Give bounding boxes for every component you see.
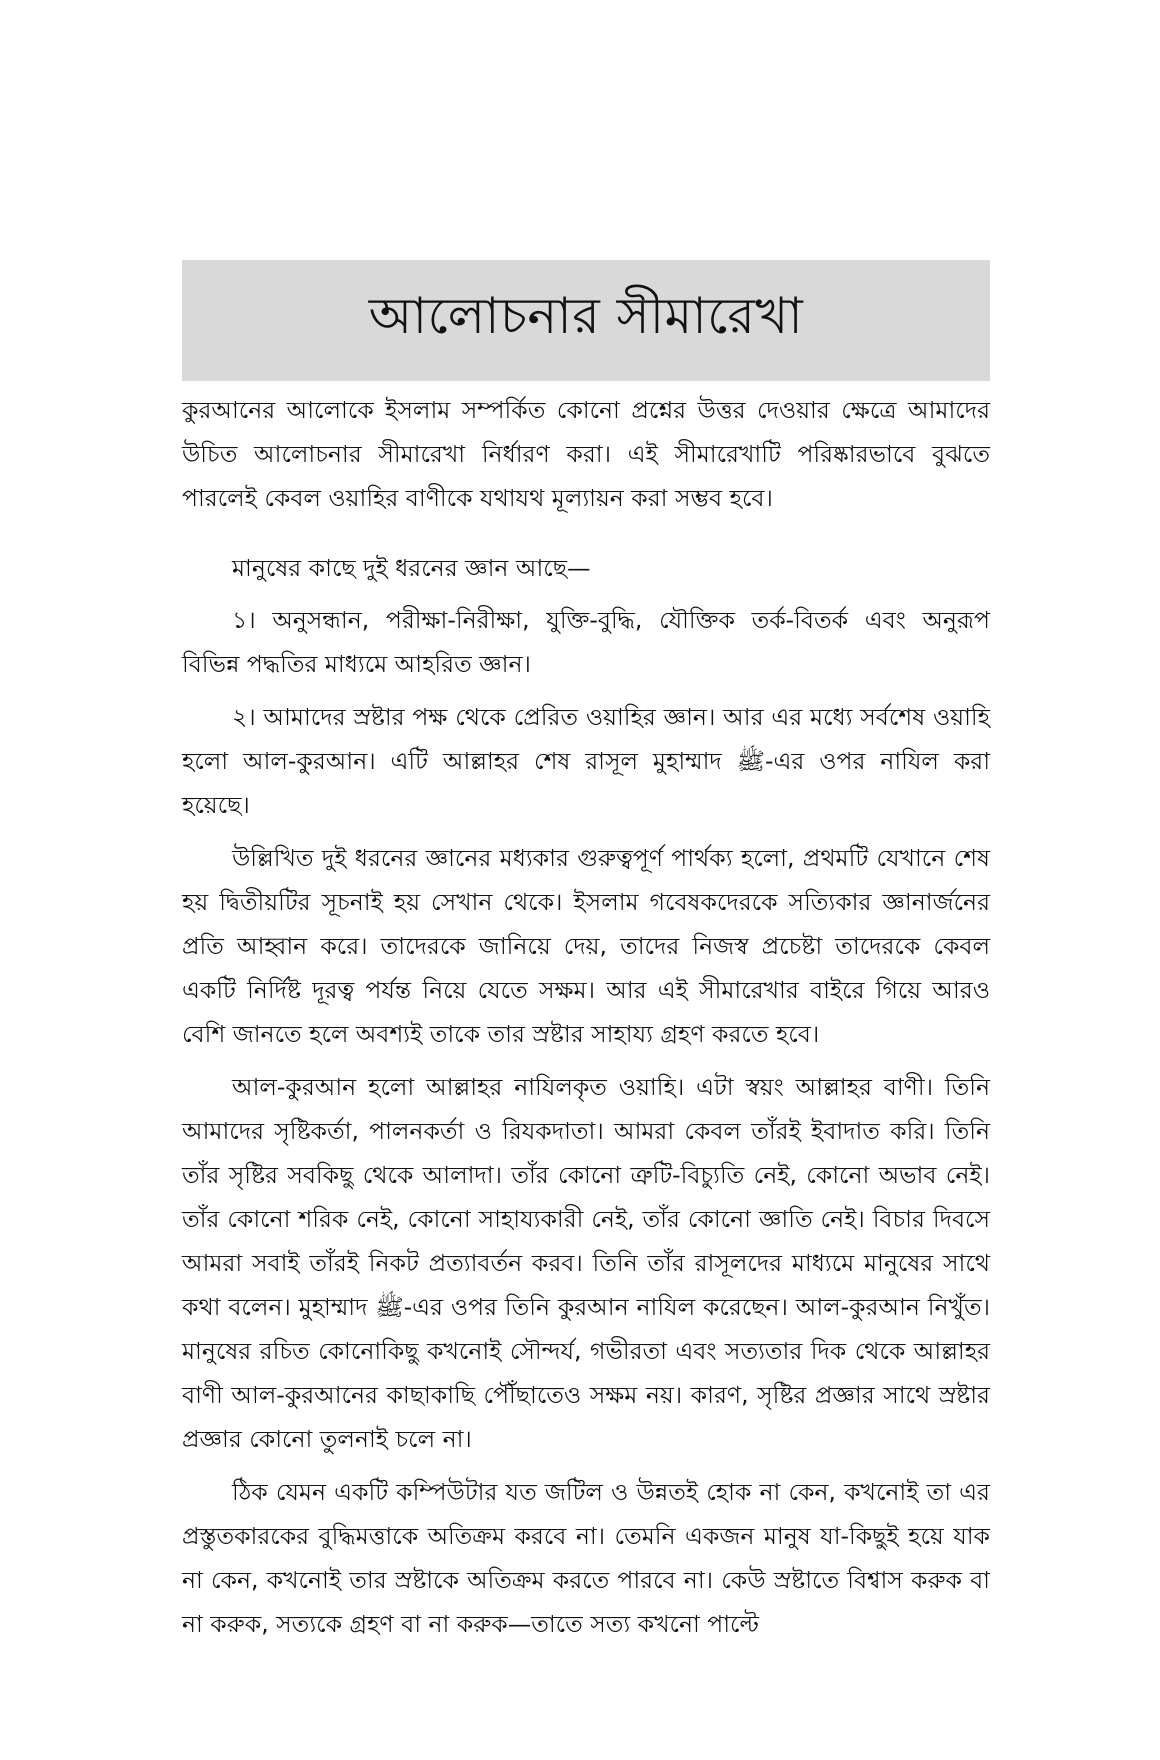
- chapter-title-band: [182, 260, 990, 381]
- paragraph-computer-analogy: ঠিক যেমন একটি কম্পিউটার যত জটিল ও উন্নতই হোক না কেন, কখনোই তা এর প্রস্তুতকারকের বুদ্ধিমত্তাকে অতিক্রম করবে না। তেমনি একজন মানুষ যা-কিছুই হয়ে যাক না কেন, কখনোই তার স্রষ্টাকে অতিক্রম করতে পারবে না। কেউ স্রষ্টাতে বিশ্বাস করুক বা না করুক, সত্যকে গ্রহণ বা না করুক—তাতে সত্য কখনো পাল্টে: [182, 1478, 990, 1638]
- body-text: [182, 388, 990, 1646]
- list-item-acquired-knowledge: ১। অনুসন্ধান, পরীক্ষা-নিরীক্ষা, যুক্তি-বুদ্ধি, যৌক্তিক তর্ক-বিতর্ক এবং অনুরূপ বিভিন্ন পদ্ধতির মাধ্যমে আহরিত জ্ঞান।: [182, 606, 990, 678]
- paragraph-quran: আল-কুরআন হলো আল্লাহর নাযিলকৃত ওয়াহি। এটা স্বয়ং আল্লাহর বাণী। তিনি আমাদের সৃষ্টিকর্তা, পালনকর্তা ও রিযকদাতা। আমরা কেবল তাঁরই ইবাদাত করি। তিনি তাঁর সৃষ্টির সবকিছু থেকে আলাদা। তাঁর কোনো ত্রুটি-বিচ্যুতি নেই, কোনো অভাব নেই। তাঁর কোনো শরিক নেই, কোনো সাহায্যকারী নেই, তাঁর কোনো জ্ঞাতি নেই। বিচার দিবসে আমরা সবাই তাঁরই নিকট প্রত্যাবর্তন করব। তিনি তাঁর রাসূলদের মাধ্যমে মানুষের সাথে কথা বলেন। মুহাম্মাদ ﷺ-এর ওপর তিনি কুরআন নাযিল করেছেন। আল-কুরআন নিখুঁত। মানুষের রচিত কোনোকিছু কখনোই সৌন্দর্য, গভীরতা এবং সত্যতার দিক থেকে আল্লাহর বাণী আল-কুরআনের কাছাকাছি পৌঁছাতেও সক্ষম নয়। কারণ, সৃষ্টির প্রজ্ঞার সাথে স্রষ্টার প্রজ্ঞার কোনো তুলনাই চলে না।: [182, 1073, 990, 1453]
- paragraph-difference: উল্লিখিত দুই ধরনের জ্ঞানের মধ্যকার গুরুত্বপূর্ণ পার্থক্য হলো, প্রথমটি যেখানে শেষ হয় দ্বিতীয়টির সূচনাই হয় সেখান থেকে। ইসলাম গবেষকদেরকে সত্যিকার জ্ঞানার্জনের প্রতি আহ্বান করে। তাদেরকে জানিয়ে দেয়, তাদের নিজস্ব প্রচেষ্টা তাদেরকে কেবল একটি নির্দিষ্ট দূরত্ব পর্যন্ত নিয়ে যেতে সক্ষম। আর এই সীমারেখার বাইরে গিয়ে আরও বেশি জানতে হলে অবশ্যই তাকে তার স্রষ্টার সাহায্য গ্রহণ করতে হবে।: [182, 844, 990, 1048]
- chapter-title: আলোচনার সীমারেখা: [368, 287, 804, 345]
- paragraph-intro: কুরআনের আলোকে ইসলাম সম্পর্কিত কোনো প্রশ্নের উত্তর দেওয়ার ক্ষেত্রে আমাদের উচিত আলোচনার সীমারেখা নির্ধারণ করা। এই সীমারেখাটি পরিষ্কারভাবে বুঝতে পারলেই কেবল ওয়াহির বাণীকে যথাযথ মূল্যায়ন করা সম্ভব হবে।: [182, 396, 990, 512]
- list-item-revealed-knowledge: ২। আমাদের স্রষ্টার পক্ষ থেকে প্রেরিত ওয়াহির জ্ঞান। আর এর মধ্যে সর্বশেষ ওয়াহি হলো আল-কুরআন। এটি আল্লাহর শেষ রাসূল মুহাম্মাদ ﷺ-এর ওপর নাযিল করা হয়েছে।: [182, 703, 991, 819]
- paragraph-knowledge-lead: মানুষের কাছে দুই ধরনের জ্ঞান আছে—: [232, 554, 591, 582]
